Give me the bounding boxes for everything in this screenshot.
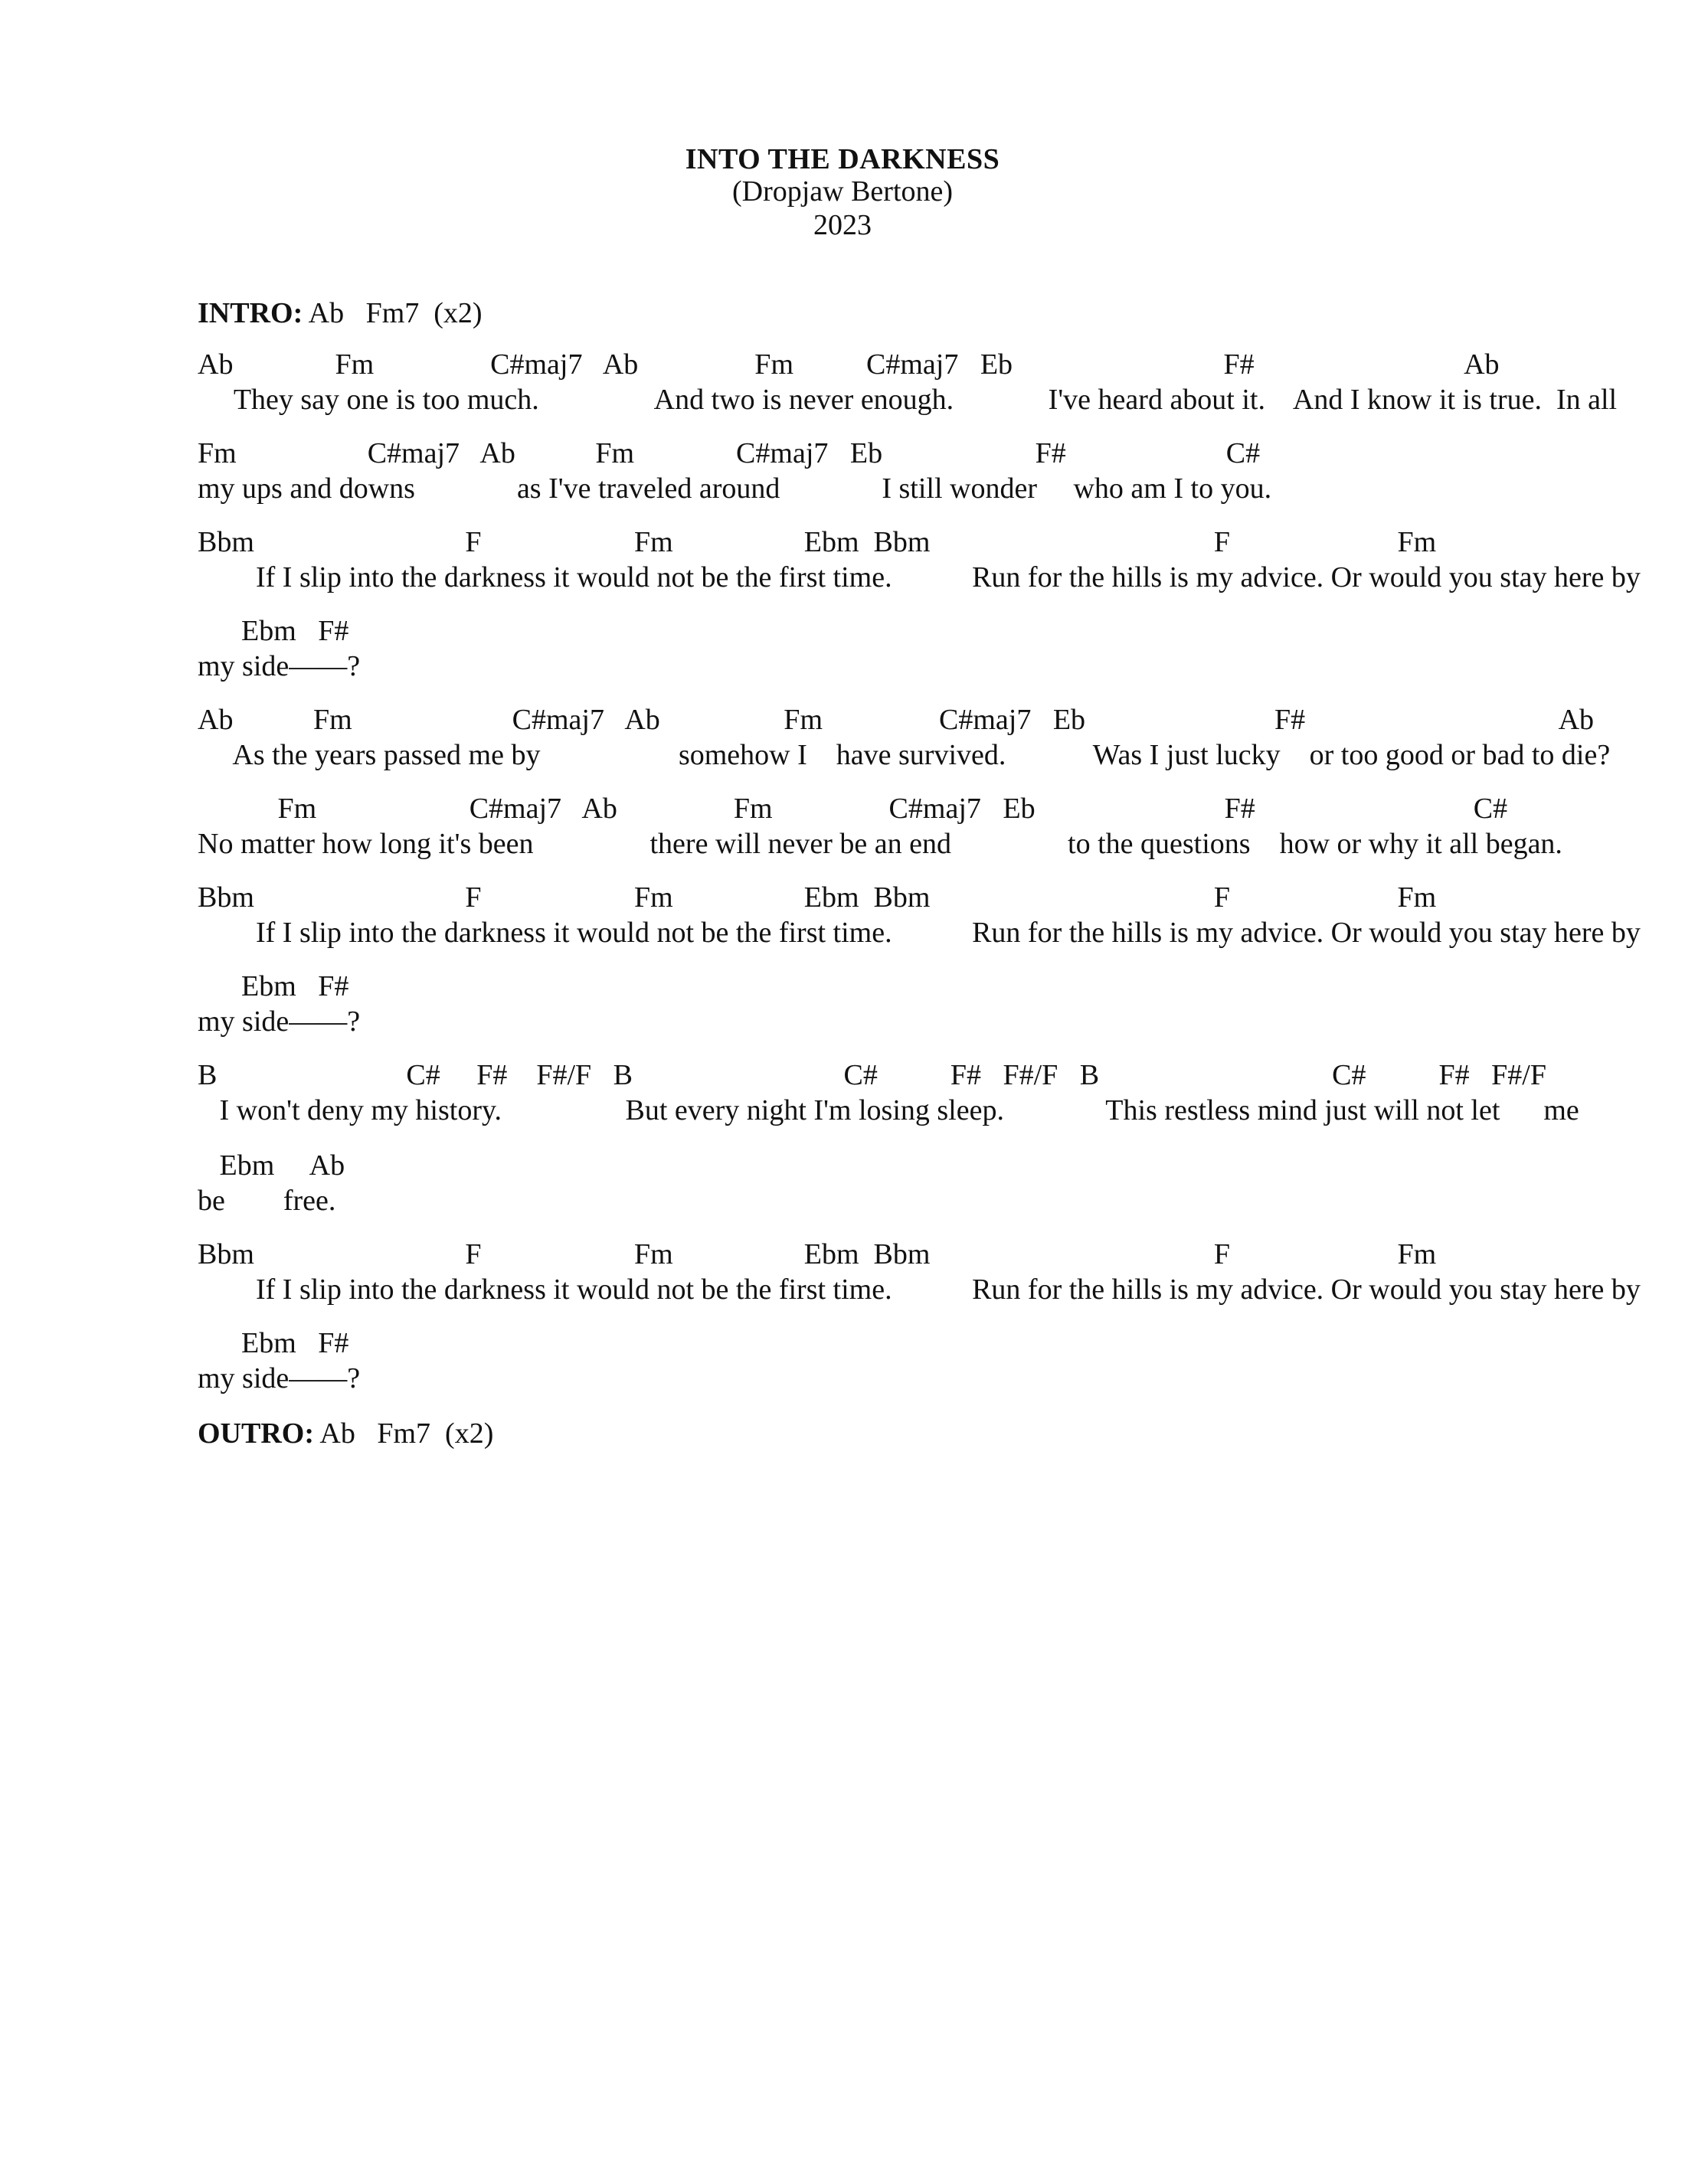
chord-line: Ebm F# <box>198 1327 349 1359</box>
lyric-line: If I slip into the darkness it would not be the first time. Run for the hills is my advice. Or would you stay here by <box>198 1273 1641 1306</box>
chord-line: Fm C#maj7 Ab Fm C#maj7 Eb F# C# <box>198 793 1508 825</box>
chord-line: Bbm F Fm Ebm Bbm F Fm <box>198 526 1437 558</box>
lyric-line: If I slip into the darkness it would not be the first time. Run for the hills is my advice. Or would you stay here by <box>198 917 1641 949</box>
lyric-line: No matter how long it's been there will never be an end to the questions how or why it all began. <box>198 828 1562 860</box>
chord-line: Ebm F# <box>198 970 349 1002</box>
chord-line: Ab Fm C#maj7 Ab Fm C#maj7 Eb F# Ab <box>198 704 1595 736</box>
lyric-line: my ups and downs as I've traveled around I still wonder who am I to you. <box>198 472 1272 505</box>
chord-line: Ab Fm C#maj7 Ab Fm C#maj7 Eb F# Ab <box>198 348 1500 381</box>
song-year: 2023 <box>813 209 872 241</box>
song-artist: (Dropjaw Bertone) <box>731 175 954 208</box>
lyric-line: be free. <box>198 1185 336 1217</box>
lyric-line: my side——? <box>198 1005 361 1038</box>
chord-line: Bbm F Fm Ebm Bbm F Fm <box>198 881 1437 914</box>
song-title: INTO THE DARKNESS <box>685 143 1000 175</box>
chord-line: Ebm F# <box>198 615 349 647</box>
intro-chords: Ab Fm7 (x2) <box>303 297 483 329</box>
lyric-line: my side——? <box>198 1362 361 1394</box>
chord-line: Fm C#maj7 Ab Fm C#maj7 Eb F# C# <box>198 437 1261 469</box>
lyric-line: my side——? <box>198 650 361 682</box>
lyric-line: They say one is too much. And two is never enough. I've heard about it. And I know it is true. In all <box>198 384 1618 416</box>
chord-line: Ebm Ab <box>198 1149 345 1182</box>
intro-label: INTRO: <box>198 297 303 329</box>
outro-chords: Ab Fm7 (x2) <box>314 1417 494 1450</box>
intro-line <box>198 296 483 330</box>
chord-line: Bbm F Fm Ebm Bbm F Fm <box>198 1238 1437 1270</box>
lyric-line: As the years passed me by somehow I have survived. Was I just lucky or too good or bad to die? <box>198 739 1611 771</box>
outro-label: OUTRO: <box>198 1417 314 1450</box>
lyric-line: I won't deny my history. But every night I'm losing sleep. This restless mind just will not let me <box>198 1094 1579 1126</box>
chord-line: B C# F# F#/F B C# F# F#/F B C# F# F#/F <box>198 1059 1546 1091</box>
outro-line <box>198 1417 493 1450</box>
lyric-line: If I slip into the darkness it would not be the first time. Run for the hills is my advice. Or would you stay here by <box>198 561 1641 593</box>
